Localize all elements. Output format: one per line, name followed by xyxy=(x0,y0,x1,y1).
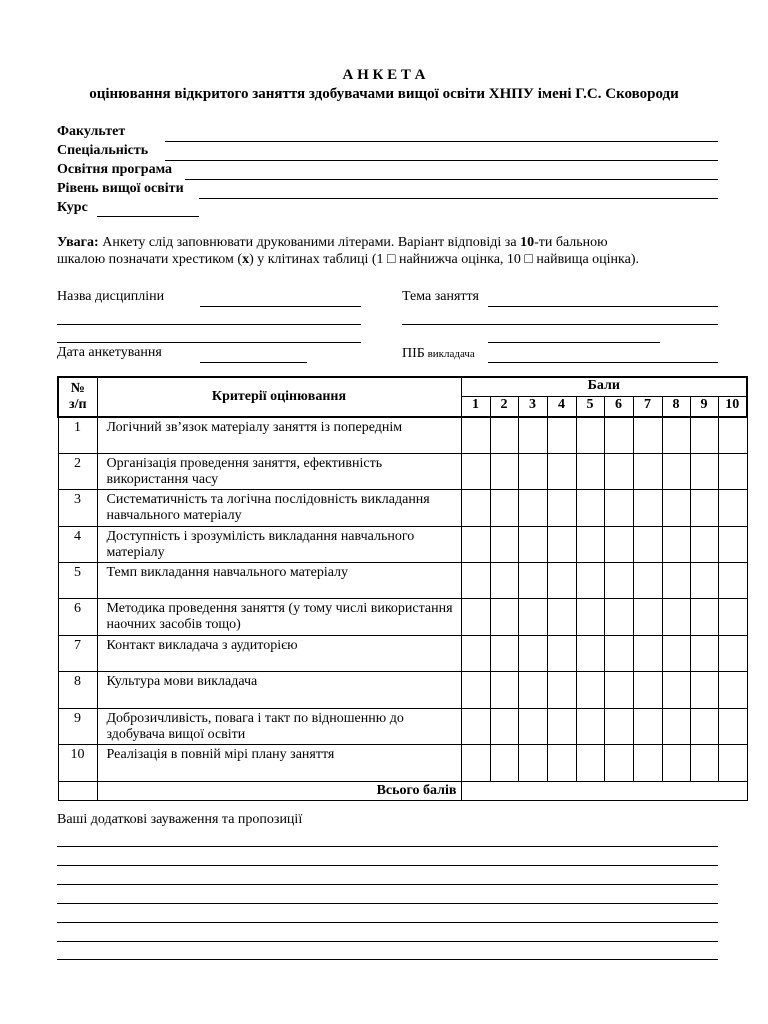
score-cell[interactable] xyxy=(604,454,633,490)
row-number: 6 xyxy=(58,599,97,636)
total-empty-cell xyxy=(58,782,97,801)
score-cell[interactable] xyxy=(518,709,547,745)
score-cell[interactable] xyxy=(718,490,747,527)
form-title: А Н К Е Т А xyxy=(342,67,426,83)
notice-text-1: Анкету слід заповнювати друкованими літерами. Варіант відповіді за xyxy=(98,235,521,250)
score-cell[interactable] xyxy=(690,417,718,454)
score-cell[interactable] xyxy=(662,636,690,672)
score-cell[interactable] xyxy=(633,672,662,709)
course-label: Курс xyxy=(57,200,88,215)
score-cell[interactable] xyxy=(547,454,576,490)
score-cell[interactable] xyxy=(718,709,747,745)
level-label: Рівень вищої освіти xyxy=(57,181,184,196)
score-cell[interactable] xyxy=(633,636,662,672)
topic-field-2[interactable] xyxy=(402,324,718,325)
criterion-text: Доступність і зрозумілість викладання навчального матеріалу xyxy=(97,527,461,563)
score-header-8: 8 xyxy=(662,397,690,417)
score-cell[interactable] xyxy=(633,417,662,454)
score-cell[interactable] xyxy=(690,709,718,745)
form-subtitle: оцінювання відкритого заняття здобувачами вищої освіти ХНПУ імені Г.С. Сковороди xyxy=(89,86,679,102)
criterion-text: Доброзичливість, повага і такт по відношенню до здобувача вищої освіти xyxy=(97,709,461,745)
score-cell[interactable] xyxy=(576,636,604,672)
score-cell[interactable] xyxy=(633,527,662,563)
score-cell[interactable] xyxy=(461,709,490,745)
score-cell[interactable] xyxy=(690,636,718,672)
score-cell[interactable] xyxy=(518,745,547,782)
score-cell[interactable] xyxy=(718,454,747,490)
table-row xyxy=(58,672,747,709)
score-header-1: 1 xyxy=(461,397,490,417)
criterion-text: Темп викладання навчального матеріалу xyxy=(97,563,461,599)
score-cell[interactable] xyxy=(547,417,576,454)
score-cell[interactable] xyxy=(576,672,604,709)
table-row xyxy=(58,563,747,599)
faculty-label: Факультет xyxy=(57,124,126,139)
score-cell[interactable] xyxy=(547,490,576,527)
topic-field[interactable] xyxy=(488,306,718,307)
score-cell[interactable] xyxy=(690,599,718,636)
score-cell[interactable] xyxy=(518,527,547,563)
score-cell[interactable] xyxy=(490,745,518,782)
notice-text-2: шкалою позначати хрестиком ( xyxy=(57,252,243,267)
score-cell[interactable] xyxy=(461,417,490,454)
table-row xyxy=(58,527,747,563)
comments-line-1[interactable] xyxy=(57,846,718,847)
score-cell[interactable] xyxy=(547,527,576,563)
score-cell[interactable] xyxy=(604,745,633,782)
score-cell[interactable] xyxy=(461,490,490,527)
score-cell[interactable] xyxy=(718,672,747,709)
score-header-6: 6 xyxy=(604,397,633,417)
specialty-field[interactable] xyxy=(165,160,718,161)
score-cell[interactable] xyxy=(547,563,576,599)
criterion-text: Організація проведення заняття, ефективність використання часу xyxy=(97,454,461,490)
score-cell[interactable] xyxy=(604,599,633,636)
score-cell[interactable] xyxy=(576,527,604,563)
score-cell[interactable] xyxy=(633,599,662,636)
score-cell[interactable] xyxy=(461,563,490,599)
score-cell[interactable] xyxy=(490,672,518,709)
score-cell[interactable] xyxy=(633,745,662,782)
score-cell[interactable] xyxy=(576,709,604,745)
score-cell[interactable] xyxy=(690,490,718,527)
col-num-l1: № xyxy=(70,380,85,396)
comments-line-3[interactable] xyxy=(57,884,718,885)
table-row xyxy=(58,454,747,490)
course-field[interactable] xyxy=(97,216,199,217)
score-cell[interactable] xyxy=(547,745,576,782)
score-cell[interactable] xyxy=(518,490,547,527)
score-cell[interactable] xyxy=(461,672,490,709)
program-label: Освітня програма xyxy=(57,162,173,177)
score-cell[interactable] xyxy=(690,454,718,490)
teacher-label xyxy=(402,346,475,362)
score-header-4: 4 xyxy=(547,397,576,417)
score-header-5: 5 xyxy=(576,397,604,417)
table-row xyxy=(58,490,747,527)
date-label: Дата анкетування xyxy=(57,345,162,360)
score-header-9: 9 xyxy=(690,397,718,417)
score-cell[interactable] xyxy=(662,417,690,454)
score-cell[interactable] xyxy=(604,563,633,599)
total-label: Всього балів xyxy=(97,782,461,801)
row-number: 2 xyxy=(58,454,97,490)
score-cell[interactable] xyxy=(576,563,604,599)
score-cell[interactable] xyxy=(633,490,662,527)
score-cell[interactable] xyxy=(662,599,690,636)
row-number: 10 xyxy=(58,745,97,782)
faculty-field[interactable] xyxy=(165,141,718,142)
score-cell[interactable] xyxy=(690,672,718,709)
table-row xyxy=(58,417,747,454)
notice-text-1-end: -ти бальною xyxy=(534,235,608,250)
score-cell[interactable] xyxy=(633,563,662,599)
teacher-label-small: викладача xyxy=(424,348,475,360)
score-cell[interactable] xyxy=(461,527,490,563)
score-cell[interactable] xyxy=(718,527,747,563)
table-row xyxy=(58,709,747,745)
criterion-text: Методика проведення заняття (у тому числі використання наочних засобів тощо) xyxy=(97,599,461,636)
notice-bold-10: 10 xyxy=(520,235,535,250)
total-row xyxy=(58,782,747,801)
score-cell[interactable] xyxy=(690,527,718,563)
specialty-label: Спеціальність xyxy=(57,143,149,158)
comments-line-4[interactable] xyxy=(57,903,718,904)
score-cell[interactable] xyxy=(718,563,747,599)
score-cell[interactable] xyxy=(662,527,690,563)
score-header-7: 7 xyxy=(633,397,662,417)
score-cell[interactable] xyxy=(547,636,576,672)
row-number: 4 xyxy=(58,527,97,563)
teacher-field[interactable] xyxy=(488,362,718,363)
score-cell[interactable] xyxy=(576,599,604,636)
score-cell[interactable] xyxy=(461,454,490,490)
comments-line-7[interactable] xyxy=(57,959,718,960)
topic-label: Тема заняття xyxy=(402,289,479,304)
teacher-label-main: ПІБ xyxy=(402,346,425,361)
score-cell[interactable] xyxy=(633,454,662,490)
score-cell[interactable] xyxy=(662,490,690,527)
score-cell[interactable] xyxy=(662,563,690,599)
score-cell[interactable] xyxy=(518,454,547,490)
score-cell[interactable] xyxy=(690,563,718,599)
criteria-table xyxy=(57,376,748,801)
score-cell[interactable] xyxy=(576,745,604,782)
score-cell[interactable] xyxy=(633,709,662,745)
score-cell[interactable] xyxy=(604,490,633,527)
comments-line-6[interactable] xyxy=(57,941,718,942)
score-cell[interactable] xyxy=(461,599,490,636)
criterion-text: Контакт викладача з аудиторією xyxy=(97,636,461,672)
notice-line-2 xyxy=(57,252,639,268)
notice-x-mark: х xyxy=(242,252,250,267)
row-number: 1 xyxy=(58,417,97,454)
discipline-field-2[interactable] xyxy=(57,324,361,325)
score-cell[interactable] xyxy=(604,527,633,563)
score-cell[interactable] xyxy=(718,417,747,454)
level-field[interactable] xyxy=(199,198,718,199)
criterion-text: Систематичність та логічна послідовність викладання навчального матеріалу xyxy=(97,490,461,527)
score-cell[interactable] xyxy=(490,527,518,563)
score-cell[interactable] xyxy=(547,709,576,745)
score-cell[interactable] xyxy=(604,636,633,672)
score-cell[interactable] xyxy=(518,563,547,599)
score-cell[interactable] xyxy=(490,599,518,636)
comments-label: Ваші додаткові зауваження та пропозиції xyxy=(57,812,303,827)
row-number: 5 xyxy=(58,563,97,599)
score-cell[interactable] xyxy=(690,745,718,782)
score-cell[interactable] xyxy=(490,709,518,745)
date-field[interactable] xyxy=(200,362,307,363)
col-num-l2: з/п xyxy=(68,396,87,412)
score-cell[interactable] xyxy=(490,417,518,454)
notice-label: Увага: xyxy=(57,235,99,250)
criterion-text: Реалізація в повній мірі плану заняття xyxy=(97,745,461,782)
topic-field-3[interactable] xyxy=(488,342,660,343)
notice-text-2-end: ) у клітинах таблиці (1 □ найнижча оцінка, 10 □ найвища оцінка). xyxy=(249,252,640,267)
score-cell[interactable] xyxy=(461,636,490,672)
score-cell[interactable] xyxy=(662,745,690,782)
score-header-2: 2 xyxy=(490,397,518,417)
row-number: 3 xyxy=(58,490,97,527)
total-value-cell[interactable] xyxy=(461,782,747,801)
row-number: 9 xyxy=(58,709,97,745)
comments-line-5[interactable] xyxy=(57,922,718,923)
score-cell[interactable] xyxy=(576,417,604,454)
score-cell[interactable] xyxy=(490,454,518,490)
score-cell[interactable] xyxy=(662,709,690,745)
score-cell[interactable] xyxy=(461,745,490,782)
table-row xyxy=(58,636,747,672)
score-cell[interactable] xyxy=(547,672,576,709)
criterion-text: Логічний зв’язок матеріалу заняття із попереднім xyxy=(97,417,461,454)
col-num-header xyxy=(58,377,97,417)
row-number: 7 xyxy=(58,636,97,672)
score-cell[interactable] xyxy=(518,636,547,672)
score-cell[interactable] xyxy=(604,672,633,709)
score-cell[interactable] xyxy=(490,636,518,672)
col-scores-header: Бали xyxy=(461,377,747,397)
score-cell[interactable] xyxy=(490,563,518,599)
score-cell[interactable] xyxy=(576,490,604,527)
score-cell[interactable] xyxy=(718,745,747,782)
score-cell[interactable] xyxy=(576,454,604,490)
score-cell[interactable] xyxy=(547,599,576,636)
program-field[interactable] xyxy=(185,179,718,180)
notice-line-1 xyxy=(57,235,608,251)
score-cell[interactable] xyxy=(518,672,547,709)
score-cell[interactable] xyxy=(604,417,633,454)
score-cell[interactable] xyxy=(718,636,747,672)
discipline-field-3[interactable] xyxy=(57,342,361,343)
row-number: 8 xyxy=(58,672,97,709)
criterion-text: Культура мови викладача xyxy=(97,672,461,709)
score-cell[interactable] xyxy=(490,490,518,527)
table-row xyxy=(58,745,747,782)
discipline-label: Назва дисципліни xyxy=(57,289,165,304)
comments-line-2[interactable] xyxy=(57,865,718,866)
col-criteria-header: Критерії оцінювання xyxy=(97,377,461,417)
score-cell[interactable] xyxy=(518,417,547,454)
discipline-field[interactable] xyxy=(200,306,361,307)
score-header-10: 10 xyxy=(718,397,747,417)
score-cell[interactable] xyxy=(718,599,747,636)
score-cell[interactable] xyxy=(662,672,690,709)
score-cell[interactable] xyxy=(662,454,690,490)
score-cell[interactable] xyxy=(604,709,633,745)
score-header-3: 3 xyxy=(518,397,547,417)
score-cell[interactable] xyxy=(518,599,547,636)
table-row xyxy=(58,599,747,636)
